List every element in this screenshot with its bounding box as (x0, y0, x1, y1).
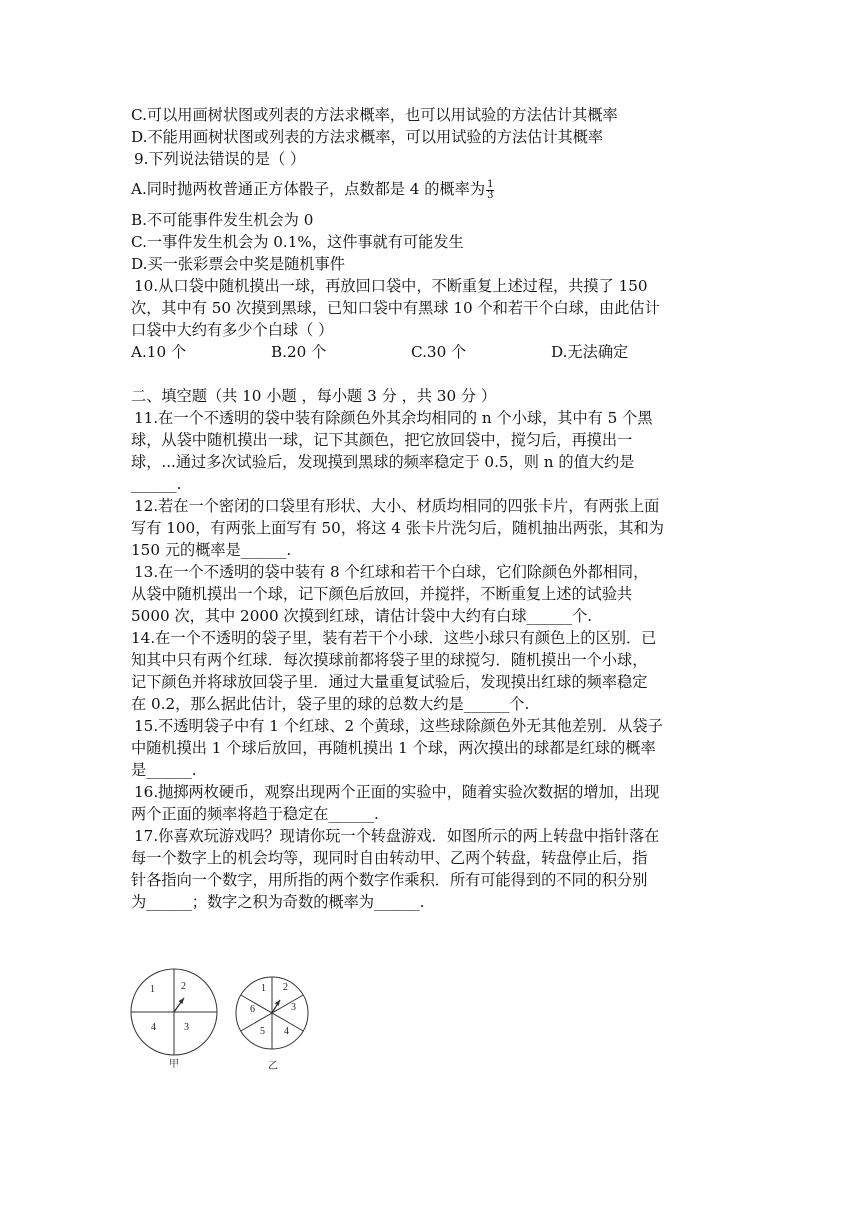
one-third-fraction (486, 180, 494, 201)
q15-line-1: 15.不透明袋子中有 1 个红球、2 个黄球，这些球除颜色外无其他差别．从袋子 (134, 716, 663, 735)
question-13 (131, 561, 731, 627)
q12-line-3: 150 元的概率是______. (131, 540, 292, 559)
question-11 (131, 407, 731, 495)
q17-line-1: 17.你喜欢玩游戏吗？现请你玩一个转盘游戏．如图所示的两上转盘中指针落在 (134, 826, 660, 845)
question-10 (131, 275, 731, 363)
fraction-denominator: 3 (487, 189, 494, 201)
q13-line-3: 5000 次，其中 2000 次摸到红球，请估计袋中大约有白球______个. (131, 606, 593, 625)
question-12 (131, 495, 731, 561)
q13-line-1: 13.在一个不透明的袋中装有 8 个红球和若干个白球，它们除颜色外都相同， (134, 562, 649, 581)
q14-line-2: 知其中只有两个红球．每次摸球前都将袋子里的球搅匀．随机摸出一个小球， (131, 650, 648, 669)
q11-line-1: 11.在一个不透明的袋中装有除颜色外其余均相同的 n 个小球，其中有 5 个黑 (134, 408, 653, 427)
spinner-yi-number-6: 6 (250, 1004, 255, 1015)
spinner-yi-number-5: 5 (260, 1026, 265, 1037)
q13-line-2: 从袋中随机摸出一个球，记下颜色后放回，并搅拌，不断重复上述的试验共 (131, 584, 633, 603)
spinner-yi-number-4: 4 (284, 1026, 289, 1037)
question-15 (131, 715, 731, 781)
q9-option-d: D.买一张彩票会中奖是随机事件 (131, 254, 345, 273)
q10-option-a: A.10 个 (131, 342, 187, 361)
q9-option-c: C.一事件发生机会为 0.1%，这件事就有可能发生 (131, 232, 464, 251)
spinner-jia-pointer-arrowhead (179, 998, 185, 1004)
spinner-jia-number-1: 1 (150, 984, 155, 995)
spinner-jia-number-2: 2 (181, 981, 186, 992)
worksheet-page (131, 104, 731, 913)
q10-line-3: 口袋中大约有多少个白球（ ） (131, 320, 334, 339)
q10-line-2: 次，其中有 50 次摸到黑球，已知口袋中有黑球 10 个和若干个白球，由此估计 (131, 298, 660, 317)
spinner-jia-number-4: 4 (151, 1022, 156, 1033)
spinner-yi-number-1: 1 (261, 983, 266, 994)
question-17 (131, 825, 731, 913)
q11-line-2: 球，从袋中随机摸出一球，记下其颜色，把它放回袋中，搅匀后，再摸出一 (131, 430, 633, 449)
q9-stem: 9.下列说法错误的是（ ） (134, 150, 306, 168)
q12-line-2: 写有 100，有两张上面写有 50，将这 4 张卡片洗匀后，随机抽出两张，其和为 (131, 518, 664, 537)
q8-option-c: C.可以用画树状图或列表的方法求概率，也可以用试验的方法估计其概率 (131, 106, 618, 124)
q17-line-4: 为______；数字之积为奇数的概率为______. (131, 892, 425, 911)
q14-line-3: 记下颜色并将球放回袋子里．通过大量重复试验后，发现摸出红球的频率稳定 (131, 672, 648, 691)
question-8-options (131, 104, 731, 148)
q14-line-1: 14.在一个不透明的袋子里，装有若干个小球．这些小球只有颜色上的区别．已 (131, 628, 657, 647)
q15-line-2: 中随机摸出 1 个球后放回，再随机摸出 1 个球，两次摸出的球都是红球的概率 (131, 738, 656, 757)
q9-option-a-text: A.同时抛两枚普通正方体骰子，点数都是 4 的概率为 (131, 180, 486, 198)
fraction-numerator: 1 (487, 178, 494, 190)
spinner-yi-caption: 乙 (268, 1061, 278, 1072)
q11-line-3: 球，...通过多次试验后，发现摸到黑球的频率稳定于 0.5，则 n 的值大约是 (131, 452, 635, 471)
q10-option-d: D.无法确定 (551, 342, 629, 361)
q17-line-2: 每一个数字上的机会均等，现同时自由转动甲、乙两个转盘，转盘停止后，指 (131, 848, 648, 867)
q10-option-b: B.20 个 (271, 342, 327, 361)
spinner-figure (128, 968, 328, 1078)
spinner-jia (131, 969, 217, 1070)
section-2-heading: 二、填空题（共 10 小题 ，每小题 3 分 ，共 30 分 ） (131, 386, 497, 405)
spinner-yi-number-3: 3 (291, 1002, 296, 1013)
spinner-diagram (128, 968, 328, 1078)
q11-line-4: ______. (131, 474, 182, 493)
q10-line-1: 10.从口袋中随机摸出一球，再放回口袋中，不断重复上述过程，共摸了 150 (134, 276, 648, 295)
spinner-jia-caption: 甲 (169, 1059, 179, 1070)
q15-line-3: 是______. (131, 760, 197, 779)
q12-line-1: 12.若在一个密闭的口袋里有形状、大小、材质均相同的四张卡片，有两张上面 (134, 496, 660, 515)
question-9 (131, 148, 731, 275)
question-14 (131, 627, 731, 715)
q16-line-2: 两个正面的频率将趋于稳定在______. (131, 804, 379, 823)
q8-option-d: D.不能用画树状图或列表的方法求概率，可以用试验的方法估计其概率 (131, 128, 604, 146)
q16-line-1: 16.抛掷两枚硬币，观察出现两个正面的实验中，随着实验次数据的增加，出现 (134, 782, 660, 801)
spinner-jia-number-3: 3 (184, 1022, 189, 1033)
q9-option-a (131, 178, 731, 201)
spinner-yi (236, 977, 308, 1072)
q10-options (131, 341, 731, 363)
q9-option-b: B.不可能事件发生机会为 0 (131, 210, 314, 229)
q14-line-4: 在 0.2，那么据此估计，袋子里的球的总数大约是______个. (131, 694, 530, 713)
question-16 (131, 781, 731, 825)
q10-option-c: C.30 个 (411, 342, 467, 361)
q17-line-3: 针各指向一个数字，用所指的两个数字作乘积．所有可能得到的不同的积分别 (131, 870, 648, 889)
spinner-yi-number-2: 2 (283, 982, 288, 993)
